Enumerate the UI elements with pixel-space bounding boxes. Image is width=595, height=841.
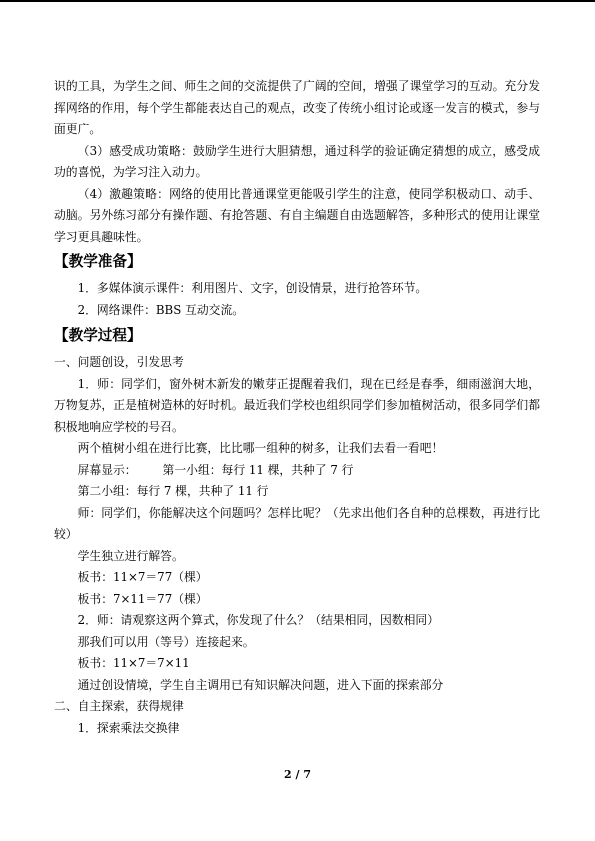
screen-group1: 第一小组：每行 11 棵，共种了 7 行 xyxy=(162,462,354,477)
board-line-3: 板书：11×7＝7×11 xyxy=(77,656,190,670)
transition-line: 通过创设情境，学生自主调用已有知识解决问题，进入下面的探索部分 xyxy=(77,677,444,692)
page-top-border xyxy=(0,0,595,2)
board-line-2: 板书：7×11＝77（棵） xyxy=(77,591,208,606)
student-solve-line: 学生独立进行解答。 xyxy=(77,548,184,563)
equal-sign-line: 那我们可以用（等号）连接起来。 xyxy=(77,634,255,649)
observe-formula-line: 2．师：请观察这两个算式，你发现了什么？（结果相同，因数相同） xyxy=(77,613,440,627)
section-heading-process: 【教学过程】 xyxy=(54,327,142,344)
strategy-interest-paragraph: （4）激趣策略：网络的使用比普通课堂更能吸引学生的注意，使同学积极动口、动手、动脑。另外练习部分有操作题、有抢答题、有自主编题自由选题解答，多种形式的使用让课堂学习更具趣味性。 xyxy=(54,186,540,244)
teacher-intro-paragraph: 1．师：同学们，窗外树木新发的嫩芽正提醒着我们，现在已经是春季，细雨滋润大地，万物复苏，正是植树造林的好时机。最近我们学校也组织同学们参加植树活动，很多同学们都积极地响应学校的号召。 xyxy=(54,376,540,434)
part1-title: 一、问题创设，引发思考 xyxy=(54,355,184,369)
document-body xyxy=(54,76,540,739)
prep-item-network: 2．网络课件：BBS 互动交流。 xyxy=(77,302,245,317)
page-number: 2 / 7 xyxy=(284,768,311,781)
section-heading-preparation: 【教学准备】 xyxy=(54,253,142,270)
intro-paragraph-continued: 识的工具，为学生之间、师生之间的交流提供了广阔的空间，增强了课堂学习的互动。充分发挥网络的作用，每个学生都能表达自己的观点，改变了传统小组讨论或逐一发言的模式，参与面更广。 xyxy=(54,79,540,136)
screen-label: 屏幕显示： xyxy=(77,462,137,477)
strategy-success-paragraph: （3）感受成功策略：鼓励学生进行大胆猜想，通过科学的验证确定猜想的成立，感受成功的喜悦，为学习注入动力。 xyxy=(54,143,540,179)
screen-group2-line: 第二小组：每行 7 棵，共种了 11 行 xyxy=(77,484,269,498)
part2-title: 二、自主探索，获得规律 xyxy=(54,699,184,713)
competition-paragraph: 两个植树小组在进行比赛，比比哪一组种的树多，让我们去看一看吧！ xyxy=(77,441,444,455)
screen-display-line xyxy=(54,460,540,482)
teacher-question-paragraph: 师：同学们，你能解决这个问题吗？怎样比呢？（先求出他们各自种的总棵数，再进行比较） xyxy=(54,505,540,541)
prep-item-multimedia: 1．多媒体演示课件：利用图片、文字，创设情景，进行抢答环节。 xyxy=(77,281,428,295)
board-line-1: 板书：11×7＝77（棵） xyxy=(77,570,208,584)
explore-commutative-line: 1．探索乘法交换律 xyxy=(77,720,180,735)
